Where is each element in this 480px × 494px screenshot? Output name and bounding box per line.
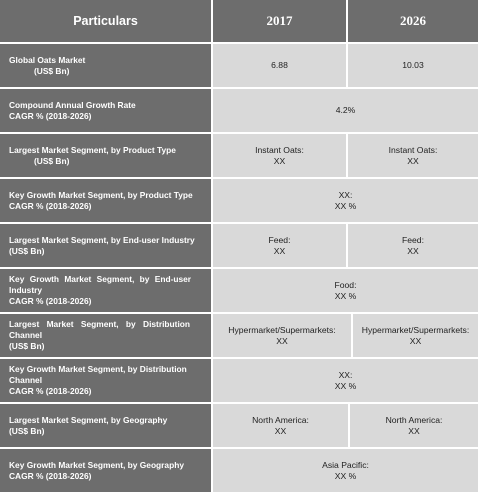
cell-value: XX: <box>338 369 353 380</box>
cell-value: Asia Pacific: <box>322 459 369 470</box>
header-particulars: Particulars <box>0 0 213 44</box>
cell-value: North America: <box>252 414 309 425</box>
table-row <box>0 314 480 359</box>
cell-value: XX <box>408 425 420 436</box>
value-merged <box>213 359 480 404</box>
header-year-2026: 2026 <box>348 0 480 44</box>
cell-value: XX <box>409 335 422 346</box>
value-2017 <box>213 44 348 89</box>
row-label-line: Key Growth Market Segment, by Distribution <box>9 364 187 374</box>
cell-value: 6.88 <box>271 60 288 70</box>
row-label-line: Largest Market Segment, by Geography <box>9 414 168 425</box>
table-row <box>0 134 480 179</box>
value-2026 <box>348 44 480 89</box>
table-row <box>0 89 480 134</box>
table-row <box>0 359 480 404</box>
row-label-line: Key Growth Market Segment, by Product Type <box>9 189 193 200</box>
value-2017 <box>213 404 350 449</box>
cell-value: XX <box>407 155 419 166</box>
value-merged <box>213 269 480 314</box>
value-2017 <box>213 134 348 179</box>
table-row <box>0 44 480 89</box>
header-year-2017: 2017 <box>213 0 348 44</box>
value-merged <box>213 89 480 134</box>
cell-value: XX <box>273 155 286 166</box>
value-2026 <box>348 224 480 269</box>
row-label-line: (US$ Bn) <box>9 425 45 436</box>
value-2026 <box>353 314 480 359</box>
header-row <box>0 0 480 44</box>
cell-value: 10.03 <box>402 60 424 70</box>
table-row <box>0 269 480 314</box>
cell-value: North America: <box>385 414 443 425</box>
value-2017 <box>213 224 348 269</box>
row-label <box>0 134 213 179</box>
value-2026 <box>348 134 480 179</box>
row-label <box>0 314 213 359</box>
table-row <box>0 404 480 449</box>
value-merged <box>213 179 480 224</box>
value-2026 <box>350 404 480 449</box>
cell-value: Feed: <box>268 234 291 245</box>
cell-value: XX % <box>334 290 357 301</box>
table-row <box>0 449 480 494</box>
cell-value: XX % <box>334 470 357 481</box>
value-2017 <box>213 314 353 359</box>
cell-value: XX <box>273 245 286 256</box>
row-label-line: CAGR % (2018-2026) <box>9 470 92 481</box>
row-label-line: CAGR % (2018-2026) <box>9 386 92 396</box>
cell-value: Hypermarket/Supermarkets: <box>228 324 336 335</box>
cell-value: XX % <box>334 200 357 211</box>
value-merged <box>213 449 480 494</box>
table-row <box>0 224 480 269</box>
row-label-line: Compound Annual Growth Rate <box>9 99 136 110</box>
cell-value: XX <box>274 425 287 436</box>
cell-value: XX % <box>334 380 357 391</box>
row-label <box>0 404 213 449</box>
row-label-line: Channel <box>9 330 43 340</box>
row-label <box>0 179 213 224</box>
table-row <box>0 179 480 224</box>
row-label-line: Channel <box>9 375 43 385</box>
cell-value: Food: <box>334 279 357 290</box>
row-label <box>0 359 213 404</box>
row-label <box>0 269 213 314</box>
cell-value: XX <box>276 335 288 346</box>
cell-value: Hypermarket/Supermarkets: <box>361 324 470 335</box>
row-label-line: CAGR % (2018-2026) <box>9 110 92 121</box>
row-label-line: Largest Market Segment, by End-user Industry <box>9 234 195 245</box>
row-label-line: Largest Market Segment, by Distribution <box>9 319 191 329</box>
row-label-line: Key Growth Market Segment, by Geography <box>9 459 184 470</box>
row-label <box>0 224 213 269</box>
cell-value: XX <box>407 245 419 256</box>
row-label-line: CAGR % (2018-2026) <box>9 296 92 306</box>
row-label-line: (US$ Bn) <box>9 245 45 256</box>
row-label-line: CAGR % (2018-2026) <box>9 200 92 211</box>
row-label-line: Key Growth Market Segment, by End-user <box>9 274 192 284</box>
row-label <box>0 449 213 494</box>
row-label-line: Industry <box>9 285 43 295</box>
row-label-line: (US$ Bn) <box>34 155 70 166</box>
row-label-line: (US$ Bn) <box>34 65 70 76</box>
row-label-line: Global Oats Market <box>9 54 86 65</box>
cell-value: Instant Oats: <box>255 144 304 155</box>
cell-value: 4.2% <box>335 105 356 115</box>
cell-value: Feed: <box>402 234 424 245</box>
row-label <box>0 89 213 134</box>
cell-value: XX: <box>338 189 353 200</box>
row-label-line: (US$ Bn) <box>9 341 45 351</box>
row-label <box>0 44 213 89</box>
cell-value: Instant Oats: <box>388 144 438 155</box>
row-label-line: Largest Market Segment, by Product Type <box>9 144 176 155</box>
